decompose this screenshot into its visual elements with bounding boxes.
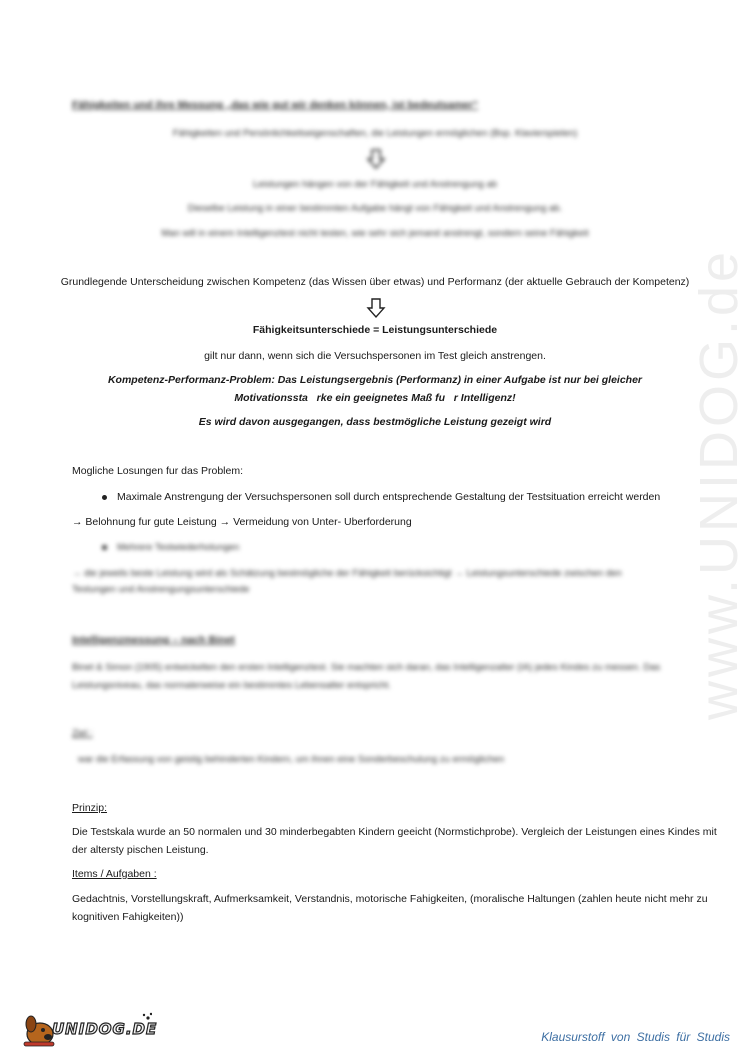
prinzip-label: Prinzip:: [72, 802, 108, 814]
logo-text: UNIDOG.DE: [52, 1020, 158, 1038]
section1-line1: Fähigkeiten und Persönlichkeitseigenschaften, die Leistungen ermöglichen (Bsp. Klavierspielen): [172, 128, 578, 139]
problem-line2: Motivationssta rke ein geeignetes Maß fu r Intelligenz!: [234, 392, 516, 404]
section2-para-line2: Leistungsniveau, das normalerweise ein bestimmtes Lebensalter entspricht.: [72, 680, 391, 691]
solutions-intro: Mogliche Losungen fur das Problem:: [72, 465, 244, 477]
solutions-bullet1: [102, 490, 660, 505]
solutions-blur-line1: → die jeweils beste Leistung wird als Schätzung bestmögliche der Fähigkeit berücksichtigt → Leistungsunterschiede zwischen den: [72, 568, 622, 579]
section1-line4: Man will in einem Intelligenztest nicht testen, wie sehr sich jemand anstrengt, sondern seine Fähigkeit: [161, 228, 589, 239]
solutions-bullet2: [102, 540, 239, 555]
ziel-text: war die Erfassung von geistig behinderten Kindern, um ihnen eine Sonderbeschulung zu ermöglichen: [78, 754, 505, 765]
section1-heading: Fähigkeiten und ihre Messung „das wie gut wir denken können, ist bedeutsamer“: [72, 99, 479, 111]
items-line1: Gedachtnis, Vorstellungskraft, Aufmerksamkeit, Verstandnis, motorische Fahigkeiten, (moralische Haltungen (zahlen heute nicht mehr zu: [72, 893, 708, 905]
condition-text: gilt nur dann, wenn sich die Versuchspersonen im Test gleich anstrengen.: [204, 350, 546, 362]
assumption-text: Es wird davon ausgegangen, dass bestmögliche Leistung gezeigt wird: [198, 416, 552, 428]
items-line2: kognitiven Fahigkeiten)): [72, 911, 184, 923]
prinzip-line2: der altersty pischen Leistung.: [72, 844, 209, 856]
items-label: Items / Aufgaben :: [72, 868, 157, 880]
bullet-icon: [102, 495, 107, 500]
footer-slogan: Klausurstoff von Studis für Studis: [541, 1030, 730, 1044]
problem-line1: Kompetenz-Performanz-Problem: Das Leistungsergebnis (Performanz) in einer Aufgabe ist nur bei gleicher: [107, 374, 643, 386]
distinction-text: Grundlegende Unterscheidung zwischen Kompetenz (das Wissen über etwas) und Performanz (der aktuelle Gebrauch der Kompetenz): [60, 276, 690, 288]
section2-heading: Intelligenzmessung – nach Binet: [72, 634, 235, 646]
section2-para-line1: Binet & Simon (1905) entwickelten den ersten Intelligenztest. Sie machten sich daran, das Intelligenzalter (IA) jedes Kindes zu messen. Das: [72, 662, 661, 673]
solutions-blur-line2: Testungen und Anstrengungsunterschiede: [72, 584, 250, 595]
down-arrow-icon: [366, 148, 386, 170]
section1-line2: Leistungen hängen von der Fähigkeit und Anstrengung ab: [252, 179, 498, 190]
down-arrow-icon: [366, 297, 386, 319]
equation-text: Fähigkeitsunterschiede = Leistungsunterschiede: [252, 324, 498, 336]
watermark-text: www.UNIDOG.de: [689, 247, 749, 720]
solutions-bullet2-text: Mehrere Testwiederholungen: [117, 542, 240, 553]
section1-line3: Dieselbe Leistung in einer bestimmten Aufgabe hängt von Fähigkeit und Anstrengung ab.: [187, 203, 563, 214]
bullet-icon: [102, 545, 107, 550]
prinzip-line1: Die Testskala wurde an 50 normalen und 30 minderbegabten Kindern geeicht (Normstichprobe). Vergleich der Leistungen eines Kindes mit: [72, 826, 717, 838]
ziel-label: Ziel :: [72, 728, 93, 739]
solutions-bullet1-text: Maximale Anstrengung der Versuchspersonen soll durch entsprechende Gestaltung der Testsituation erreicht werden: [117, 491, 661, 503]
solutions-arrow-line: → Belohnung fur gute Leistung → Vermeidung von Unter- Uberforderung: [72, 516, 412, 528]
